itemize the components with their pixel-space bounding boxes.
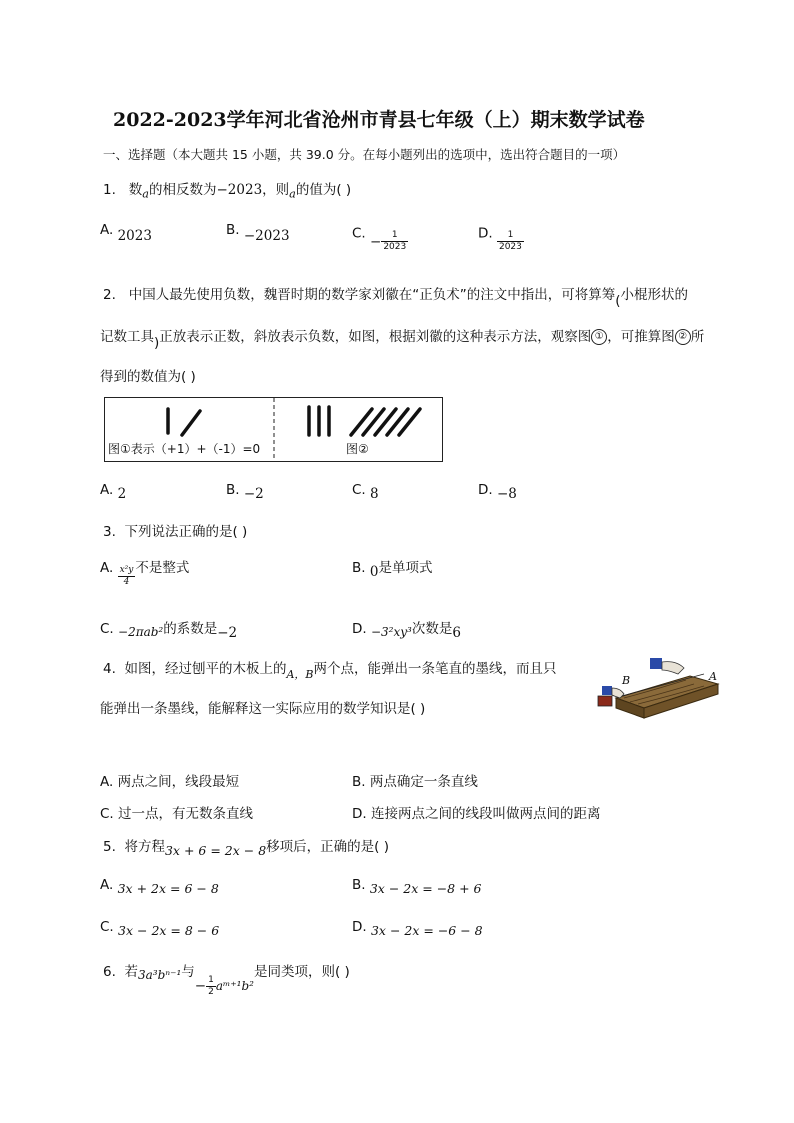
q6-fraction: $\frac{1}{2}$ [208, 974, 214, 997]
page-title: 2022-2023学年河北省沧州市青县七年级（上）期末数学试卷 [113, 109, 645, 131]
question-4-line1: 4. 如图，经过刨平的木板上的$_{A,B}$两个点，能弹出一条笔直的墨线，而且只 [103, 661, 557, 681]
q1-var: a [289, 187, 296, 201]
q4-option-a[interactable]: A. 两点之间，线段最短 [100, 774, 240, 790]
q2-option-d[interactable]: D. −8 [478, 482, 517, 502]
question-number: 4. [103, 661, 116, 677]
q2-option-c[interactable]: C. 8 [352, 482, 379, 502]
q5-option-d[interactable]: D. 3x − 2x = −6 − 8 [352, 919, 483, 938]
question-2-line2: 记数工具)正放表示正数，斜放表示负数，如图，根据刘徽的这种表示方法，观察图 ① ，可推算图 ② 所 [100, 329, 705, 351]
option-label: B. [226, 222, 240, 238]
circle-2-marker: ② [675, 329, 691, 345]
q6-term-1: 3a³bⁿ⁻¹ [137, 968, 182, 982]
q2-option-b[interactable]: B. −2 [226, 482, 264, 502]
wood-board-figure [594, 654, 722, 722]
option-text: −2023 [243, 228, 290, 244]
q5-equation: 3x + 6 = 2x − 8 [164, 843, 267, 858]
question-2-line3: 得到的数值为( ) [100, 369, 196, 385]
q1-text: 的相反数为 [148, 182, 217, 198]
question-5: 5. 将方程3x + 6 = 2x − 8移项后，正确的是( ) [103, 839, 389, 858]
question-4-line2: 能弹出一条墨线，能解释这一实际应用的数学知识是( ) [100, 701, 426, 717]
option-label: A. [100, 222, 114, 238]
q1-option-c[interactable] [352, 222, 408, 252]
q3-option-c[interactable]: C. −2πab²的系数是−2 [100, 621, 238, 641]
question-3: 3. 下列说法正确的是( ) [103, 524, 248, 540]
point-a-label: A [709, 670, 717, 683]
q4-option-c[interactable]: C. 过一点，有无数条直线 [100, 806, 254, 822]
question-number: 6. [103, 964, 116, 980]
option-text: 2023 [117, 228, 152, 244]
question-number: 1. [103, 182, 116, 198]
point-b-label: B [622, 674, 631, 687]
question-6: 6. 若3a³bⁿ⁻¹与− $\frac{1}{2}$ aᵐ⁺¹b²是同类项，则( ) [103, 964, 350, 997]
option-fraction: $\frac{\text{x²y}}{4}$ [119, 564, 134, 587]
q1-value: −2023 [216, 182, 263, 198]
q4-option-d[interactable]: D. 连接两点之间的线段叫做两点间的距离 [352, 806, 601, 822]
q4-option-b[interactable]: B. 两点确定一条直线 [352, 774, 478, 790]
q5-option-a[interactable]: A. 3x + 2x = 6 − 8 [100, 877, 219, 896]
q1-option-b[interactable] [226, 222, 290, 244]
option-sign: − [370, 233, 382, 250]
figure-2-caption: 图② [346, 442, 369, 456]
q6-term-2: aᵐ⁺¹b² [215, 979, 254, 993]
q1-text: 的值为( ) [295, 182, 352, 198]
question-number: 2. [103, 287, 116, 303]
option-label: C. [352, 225, 366, 242]
q1-option-d[interactable] [478, 222, 524, 252]
q3-option-b[interactable]: B. 0是单项式 [352, 560, 433, 580]
q3-option-a[interactable]: A. $\frac{\text{x²y}}{4}$ 不是整式 [100, 560, 190, 587]
q1-text: 数 [128, 182, 143, 198]
question-1 [103, 178, 351, 201]
q5-option-c[interactable]: C. 3x − 2x = 8 − 6 [100, 919, 220, 938]
q1-option-a[interactable] [100, 222, 152, 244]
section-heading: 一、选择题（本大题共 15 小题，共 39.0 分。在每小题列出的选项中，选出符合题目的一项） [103, 147, 626, 162]
figure-1-caption: 图①表示（+1）+（-1）=0 [108, 442, 261, 456]
question-2-line1: 2. 中国人最先使用负数，魏晋时期的数学家刘徽在“正负术”的注文中指出，可将算筹(小棍形状的 [103, 287, 689, 309]
question-number: 3. [103, 524, 116, 540]
option-label: D. [478, 225, 493, 242]
question-number: 5. [103, 839, 116, 855]
q2-option-a[interactable]: A. 2 [100, 482, 127, 502]
q1-var: a [142, 187, 149, 201]
option-fraction: $\frac{1}{2023}$ [498, 230, 522, 252]
q1-text: ，则 [262, 182, 290, 198]
option-fraction: $\frac{1}{2023}$ [383, 230, 407, 252]
q5-option-b[interactable]: B. 3x − 2x = −8 + 6 [352, 877, 482, 896]
circle-1-marker: ① [591, 329, 607, 345]
q3-option-d[interactable]: D. −3²xy³次数是6 [352, 621, 461, 641]
